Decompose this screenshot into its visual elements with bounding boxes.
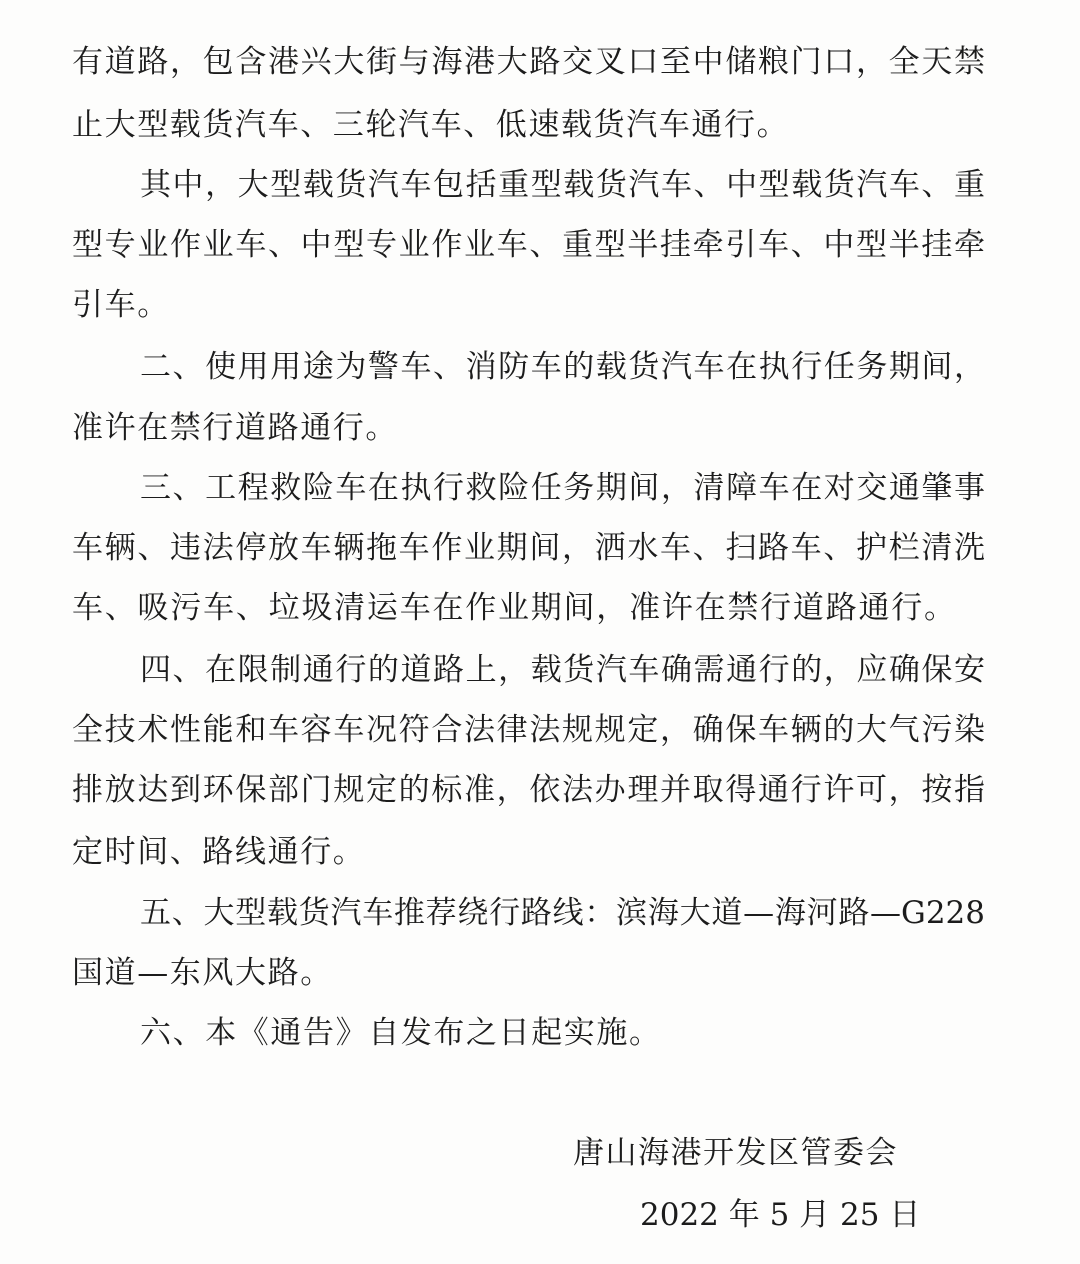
issue-date: 2022 年 5 月 25 日 <box>640 1197 921 1233</box>
body-line: 车、吸污车、垃圾清运车在作业期间，准许在禁行道路通行。 <box>72 590 955 626</box>
body-line: 车辆、违法停放车辆拖车作业期间，洒水车、扫路车、护栏清洗 <box>72 530 985 566</box>
body-line: 五、大型载货汽车推荐绕行路线：滨海大道—海河路—G228 <box>140 895 985 931</box>
body-line: 全技术性能和车容车况符合法律法规规定，确保车辆的大气污染 <box>72 712 985 748</box>
body-line: 国道—东风大路。 <box>72 955 333 991</box>
body-line: 型专业作业车、中型专业作业车、重型半挂牵引车、中型半挂牵 <box>72 227 985 263</box>
body-line: 定时间、路线通行。 <box>72 834 366 870</box>
body-line: 排放达到环保部门规定的标准，依法办理并取得通行许可，按指 <box>72 772 985 808</box>
body-line: 其中，大型载货汽车包括重型载货汽车、中型载货汽车、重 <box>140 167 985 203</box>
body-line: 二、使用用途为警车、消防车的载货汽车在执行任务期间， <box>140 349 985 385</box>
issuer-name: 唐山海港开发区管委会 <box>573 1135 898 1171</box>
body-line: 三、工程救险车在执行救险任务期间，清障车在对交通肇事 <box>140 470 985 506</box>
body-line: 引车。 <box>72 287 170 323</box>
body-line: 有道路，包含港兴大街与海港大路交叉口至中储粮门口，全天禁 <box>72 44 985 80</box>
body-line: 四、在限制通行的道路上，载货汽车确需通行的，应确保安 <box>140 652 985 688</box>
body-line: 止大型载货汽车、三轮汽车、低速载货汽车通行。 <box>72 107 790 143</box>
body-line: 六、本《通告》自发布之日起实施。 <box>140 1015 662 1051</box>
body-line: 准许在禁行道路通行。 <box>72 410 398 446</box>
